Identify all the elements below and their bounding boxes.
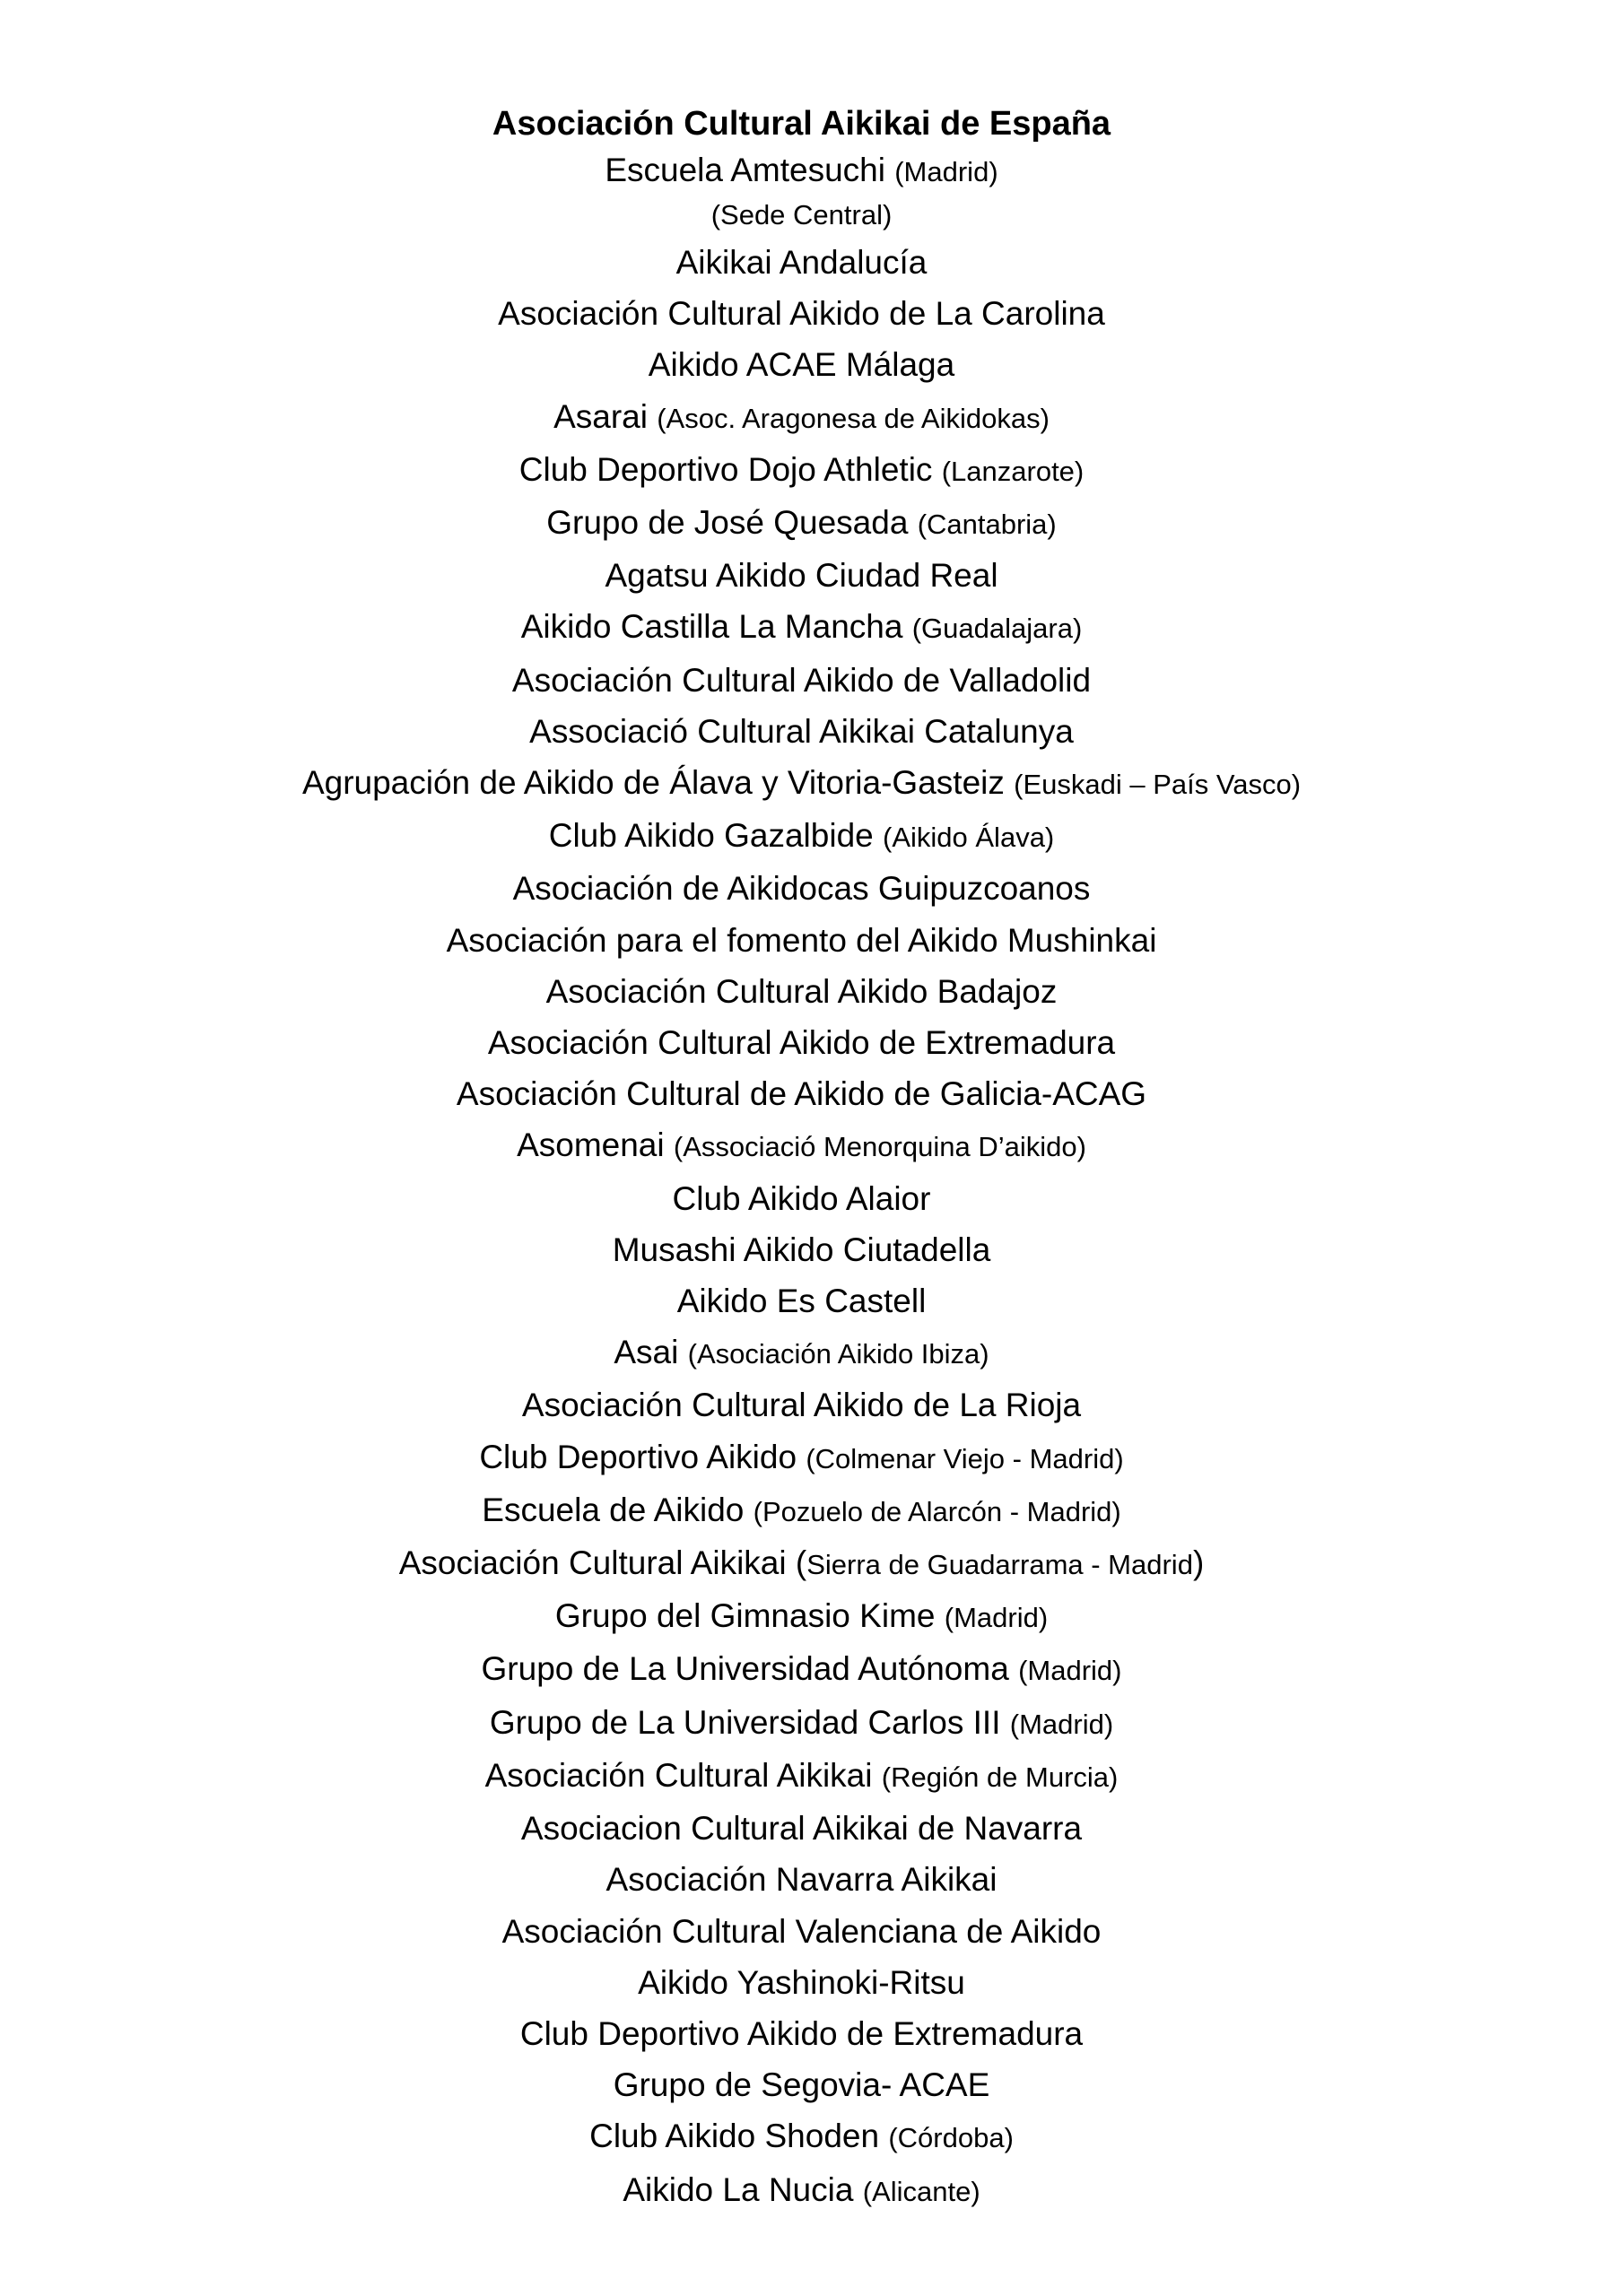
- list-item: [0, 550, 1603, 601]
- entry-name: Asociación Cultural Aikido de Extremadura: [487, 1024, 1116, 1062]
- entry-name: Club Aikido Alaior: [672, 1179, 931, 1217]
- entry-name: Asociación de Aikidocas Guipuzcoanos: [512, 870, 1091, 908]
- list-item: [0, 1326, 1603, 1379]
- entry-name: Asociación para el fomento del Aikido Mushinkai: [446, 921, 1157, 959]
- entry-region: (Aikido Álava): [883, 822, 1055, 854]
- entry-name: Asociación Cultural Aikikai: [484, 1756, 873, 1794]
- entry-name: Asociación Cultural Aikido de La Carolina: [498, 295, 1105, 333]
- list-item: [0, 237, 1603, 288]
- entry-name: Asociación Navarra Aikikai: [605, 1861, 998, 1899]
- list-item: [0, 1957, 1603, 2008]
- entry-name: Grupo de Segovia- ACAE: [613, 2066, 990, 2104]
- entry-name: Asociación Cultural de Aikido de Galicia-ACAG: [456, 1075, 1147, 1113]
- entry-name: Asociacion Cultural Aikikai de Navarra: [520, 1810, 1083, 1848]
- list-item: [0, 1119, 1603, 1172]
- list-item: [0, 1854, 1603, 1905]
- list-item: [0, 1379, 1603, 1431]
- list-item: [0, 2164, 1603, 2217]
- entry-name: Musashi Aikido Ciutadella: [612, 1231, 991, 1268]
- entry-name: Grupo de La Universidad Carlos III: [489, 1703, 1001, 1741]
- entry-region: (Asoc. Aragonesa de Aikidokas): [657, 402, 1050, 434]
- entry-name: Escuela de Aikido: [482, 1491, 745, 1528]
- list-item: [0, 391, 1603, 444]
- list-item: [0, 1431, 1603, 1484]
- entry-name: Club Deportivo Aikido de Extremadura: [519, 2014, 1084, 2052]
- list-item: [0, 601, 1603, 654]
- list-item: [0, 706, 1603, 757]
- list-item: [0, 1697, 1603, 1750]
- list-item: [0, 1068, 1603, 1119]
- entry-name: Club Aikido Gazalbide: [548, 817, 874, 855]
- list-item: [0, 1173, 1603, 1224]
- entry-name: Asociación Cultural Aikido de Valladolid: [511, 661, 1092, 699]
- entry-name: Aikido ACAE Málaga: [648, 346, 955, 384]
- entry-region: (Región de Murcia): [881, 1761, 1119, 1793]
- entry-name: Aikikai Andalucía: [675, 244, 928, 281]
- list-item: [0, 497, 1603, 550]
- list-item: [0, 1537, 1603, 1590]
- entry-name: Aikido Yashinoki-Ritsu: [638, 1963, 965, 2001]
- entry-region: (Córdoba): [888, 2122, 1014, 2154]
- list-item: [0, 444, 1603, 497]
- entry-region: (Pozuelo de Alarcón - Madrid): [753, 1495, 1121, 1527]
- list-item: [0, 2059, 1603, 2110]
- list-item: [0, 1590, 1603, 1643]
- entry-name: Aikido Es Castell: [676, 1283, 927, 1320]
- list-item: [0, 1224, 1603, 1275]
- list-item: [0, 863, 1603, 914]
- entry-name: Escuela Amtesuchi: [605, 152, 885, 188]
- entry-name: Associació Cultural Aikikai Catalunya: [529, 712, 1074, 750]
- list-item: [0, 1017, 1603, 1068]
- list-item: [0, 966, 1603, 1017]
- entry-name: Club Deportivo Dojo Athletic: [518, 450, 933, 488]
- association-list: [0, 149, 1603, 2217]
- list-item: [0, 1275, 1603, 1326]
- list-item: [0, 2110, 1603, 2163]
- entry-region: (Madrid): [944, 1602, 1049, 1634]
- entry-name: Aikido La Nucia: [623, 2170, 854, 2208]
- entry-region: (Euskadi – País Vasco): [1014, 769, 1302, 801]
- entry-region: (Guadalajara): [911, 613, 1083, 645]
- entry-trail: ): [1192, 1544, 1205, 1582]
- document-page: [0, 99, 1603, 2217]
- entry-name: Asociación Cultural Valenciana de Aikido: [501, 1912, 1102, 1950]
- entry-name: Asociación Cultural Aikikai (: [398, 1544, 807, 1582]
- entry-name: Asai: [614, 1334, 679, 1371]
- list-item: [0, 1803, 1603, 1854]
- entry-subline: (Sede Central): [710, 199, 893, 230]
- entry-region: (Colmenar Viejo - Madrid): [806, 1442, 1124, 1474]
- list-item: [0, 655, 1603, 706]
- list-item: [0, 915, 1603, 966]
- entry-name: Asomenai: [517, 1126, 665, 1164]
- list-item: [0, 149, 1603, 237]
- list-item: [0, 1643, 1603, 1696]
- list-item: [0, 1484, 1603, 1537]
- entry-name: Agrupación de Aikido de Álava y Vitoria-Gasteiz: [301, 764, 1005, 802]
- entry-name: Asociación Cultural Aikido de La Rioja: [521, 1387, 1082, 1424]
- entry-name: Grupo de José Quesada: [546, 504, 909, 542]
- entry-region: (Asociación Aikido Ibiza): [687, 1338, 989, 1370]
- list-item: [0, 288, 1603, 339]
- entry-name: Asociación Cultural Aikido Badajoz: [545, 972, 1058, 1010]
- entry-name: Aikido Castilla La Mancha: [520, 608, 903, 646]
- list-item: [0, 1906, 1603, 1957]
- entry-name: Grupo de La Universidad Autónoma: [481, 1650, 1009, 1688]
- entry-region: (Madrid): [1009, 1708, 1114, 1740]
- list-item: [0, 339, 1603, 390]
- entry-region: (Madrid): [894, 156, 998, 187]
- entry-name: Asarai: [553, 397, 648, 435]
- entry-region: (Cantabria): [917, 509, 1057, 541]
- entry-name: Grupo del Gimnasio Kime: [554, 1597, 936, 1635]
- document-title: Asociación Cultural Aikikai de España: [492, 105, 1111, 143]
- list-item: [0, 810, 1603, 863]
- entry-region: Sierra de Guadarrama - Madrid: [806, 1549, 1193, 1581]
- entry-region: (Lanzarote): [941, 455, 1085, 487]
- entry-name: Agatsu Aikido Ciudad Real: [605, 557, 998, 595]
- entry-name: Club Deportivo Aikido: [479, 1438, 797, 1475]
- list-item: [0, 757, 1603, 810]
- entry-region: (Alicante): [862, 2175, 980, 2207]
- list-item: [0, 2008, 1603, 2059]
- list-item: [0, 1750, 1603, 1803]
- entry-name: Club Aikido Shoden: [589, 2118, 880, 2155]
- entry-region: (Madrid): [1018, 1655, 1122, 1687]
- entry-region: (Associació Menorquina D’aikido): [673, 1131, 1086, 1163]
